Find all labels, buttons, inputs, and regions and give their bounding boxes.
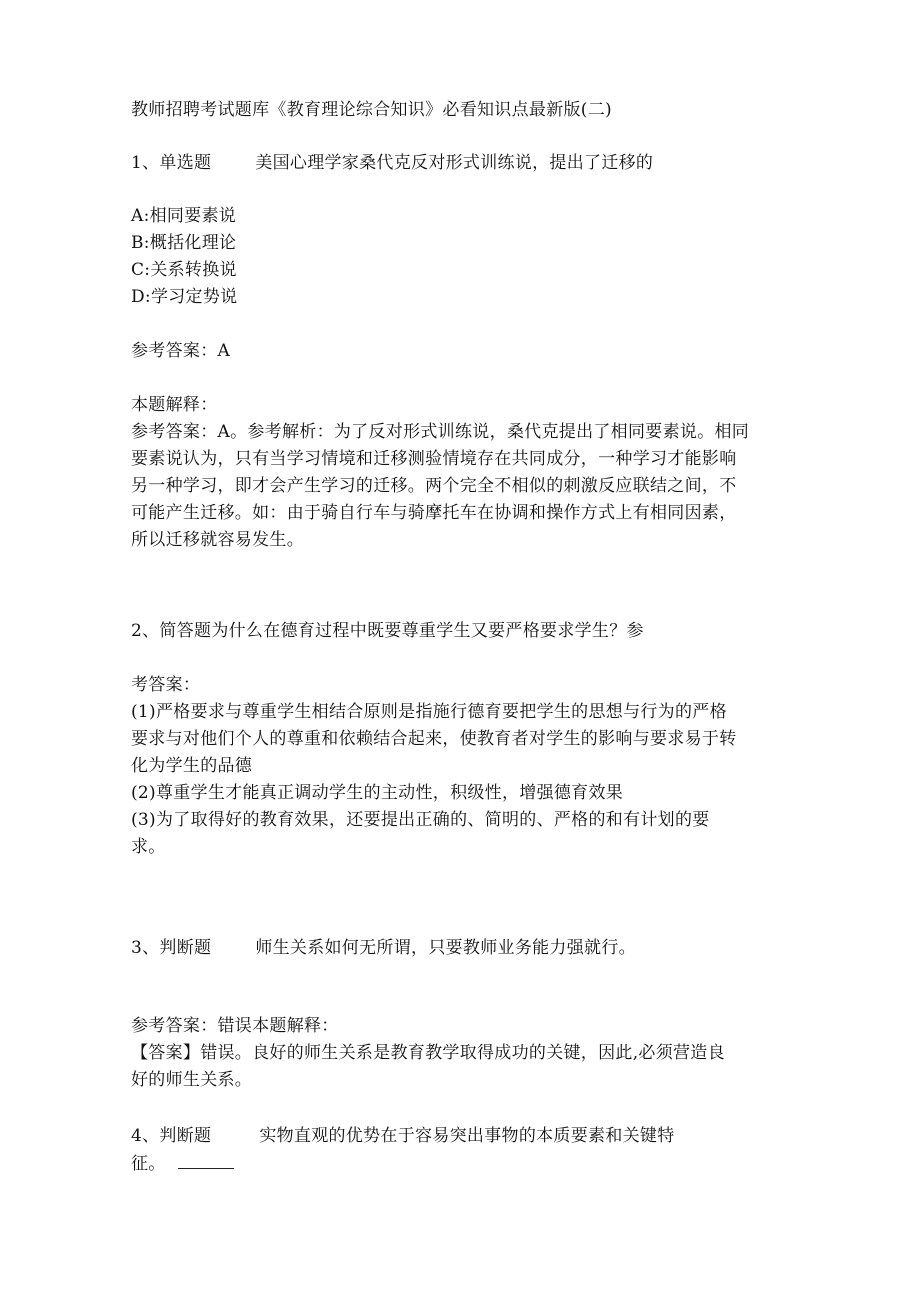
- question-1-header: [131, 150, 653, 177]
- question-1-option-c: C:关系转换说: [131, 260, 237, 280]
- question-1-explain-label: 本题解释：: [131, 395, 218, 415]
- question-1-option-d: D:学习定势说: [131, 287, 238, 307]
- question-1-option-b: B:概括化理论: [131, 233, 237, 253]
- question-4-header: [131, 1123, 675, 1150]
- question-4-stem-end: 征。: [131, 1154, 166, 1174]
- question-1-explain-line: 参考答案：A。参考解析：为了反对形式训练说，桑代克提出了相同要素说。相同: [131, 422, 750, 442]
- answer-blank: [178, 1154, 234, 1169]
- question-2-answer-line: 要求与对他们个人的尊重和依赖结合起来，使教育者对学生的影响与要求易于转: [131, 729, 737, 749]
- question-2-answer-line: (1)严格要求与尊重学生相结合原则是指施行德育要把学生的思想与行为的严格: [131, 702, 727, 722]
- question-1-explain-line: 另一种学习，即才会产生学习的迁移。两个完全不相似的刺激反应联结之间，不: [131, 476, 737, 496]
- document-title: 教师招聘考试题库《教育理论综合知识》必看知识点最新版(二): [131, 100, 612, 120]
- question-2-answer-line: (3)为了取得好的教育效果，还要提出正确的、简明的、严格的和有计划的要: [131, 810, 710, 830]
- question-2-answer-line: 求。: [131, 837, 166, 857]
- question-3-answer: 参考答案：错误本题解释：: [131, 1016, 339, 1036]
- question-4-stem: 实物直观的优势在于容易突出事物的本质要素和关键特: [259, 1126, 675, 1146]
- question-1-explain-line: 所以迁移就容易发生。: [131, 530, 304, 550]
- question-1-explain-line: 要素说认为，只有当学习情境和迁移测验情境存在共同成分，一种学习才能影响: [131, 449, 737, 469]
- question-2-header: 2、简答题为什么在德育过程中既要尊重学生又要严格要求学生？参: [131, 621, 644, 641]
- question-1-option-a: A:相同要素说: [131, 206, 237, 226]
- question-4-stem-end-line: [131, 1151, 234, 1178]
- question-1-explain-line: 可能产生迁移。如：由于骑自行车与骑摩托车在协调和操作方式上有相同因素，: [131, 503, 737, 523]
- question-1-answer: 参考答案：A: [131, 341, 231, 361]
- question-1-stem: 美国心理学家桑代克反对形式训练说，提出了迁移的: [255, 153, 654, 173]
- question-2-answer-label: 考答案：: [131, 675, 201, 695]
- question-3-explain-line: 好的师生关系。: [131, 1070, 253, 1090]
- question-3-number: 3、判断题: [131, 938, 212, 958]
- question-2-answer-line: (2)尊重学生才能真正调动学生的主动性，积级性，增强德育效果: [131, 783, 624, 803]
- question-1-number: 1、单选题: [131, 153, 212, 173]
- question-2-answer-line: 化为学生的品德: [131, 756, 253, 776]
- question-3-stem: 师生关系如何无所谓，只要教师业务能力强就行。: [255, 938, 636, 958]
- question-4-number: 4、判断题: [131, 1126, 212, 1146]
- question-3-explain-line: 【答案】错误。良好的师生关系是教育教学取得成功的关键，因此,必须营造良: [131, 1043, 725, 1063]
- question-3-header: [131, 935, 636, 962]
